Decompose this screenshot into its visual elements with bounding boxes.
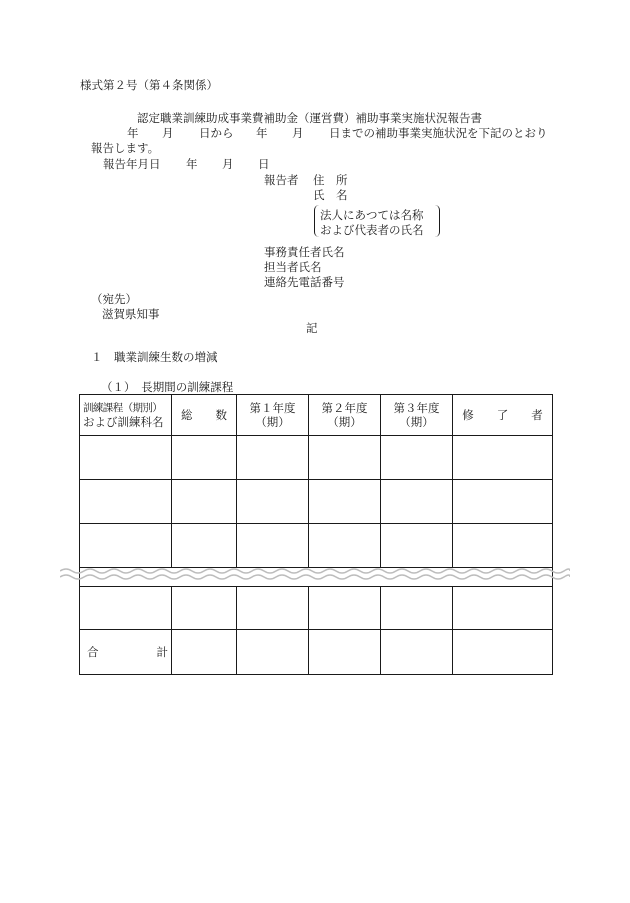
form-number: 様式第２号（第４条関係）: [80, 78, 218, 92]
table-cell: [80, 587, 172, 630]
table-cell: [453, 524, 553, 568]
report-date-month: 月: [222, 157, 234, 171]
name-label: 氏 名: [313, 188, 348, 202]
table-cell: [309, 436, 381, 480]
phone-label: 連絡先電話番号: [264, 275, 345, 289]
corp-note-line1: 法人にあつては名称: [320, 208, 424, 222]
office-manager-label: 事務責任者氏名: [264, 245, 345, 259]
document-title: 認定職業訓練助成事業費補助金（運営費）補助事業実施状況報告書: [137, 111, 482, 125]
header-course-line2: および訓練科名: [83, 415, 164, 429]
table-cell: [172, 630, 237, 675]
table-cell: [172, 587, 237, 630]
report-date-year: 年: [186, 157, 198, 171]
person-in-charge-label: 担当者氏名: [264, 260, 322, 274]
header-year3-line1: 第３年度: [393, 401, 440, 415]
addressee-name: 滋賀県知事: [102, 307, 160, 321]
table-break-wave: [60, 562, 570, 582]
table-cell: [237, 524, 309, 568]
report-line-2: 報告します。: [91, 141, 160, 155]
table-row: [80, 436, 553, 480]
table-cell: [309, 480, 381, 524]
table-cell: [381, 587, 453, 630]
table-cell: [381, 630, 453, 675]
section-subheading: （１） 長期間の訓練課程: [101, 380, 234, 394]
table-cell: [309, 524, 381, 568]
table-cell: [172, 480, 237, 524]
total-label-cell: [80, 630, 172, 675]
period-month-1: 月: [162, 126, 174, 140]
header-year1-line2: （期）: [255, 415, 290, 429]
table-header-row: [80, 395, 553, 436]
table-cell: [80, 480, 172, 524]
table-cell: [309, 587, 381, 630]
period-year-1: 年: [127, 126, 139, 140]
report-date-day: 日: [258, 157, 270, 171]
table-row: [80, 587, 553, 630]
header-total: 総 数: [172, 395, 237, 436]
header-course-line1: 訓練課程（期別）: [83, 402, 163, 414]
header-year3: [381, 395, 453, 436]
header-year2: [309, 395, 381, 436]
reporter-label: 報告者: [264, 173, 299, 187]
header-year2-line1: 第２年度: [321, 401, 368, 415]
table-cell: [172, 436, 237, 480]
header-year3-line2: （期）: [399, 415, 434, 429]
section-heading: １ 職業訓練生数の増減: [91, 350, 218, 364]
table-cell: [237, 630, 309, 675]
table-row: [80, 524, 553, 568]
table-cell: [80, 524, 172, 568]
corp-note-line2: および代表者の氏名: [320, 223, 424, 237]
table-cell: [381, 524, 453, 568]
addressee-label: （宛先）: [91, 292, 137, 306]
report-date-label: 報告年月日: [103, 157, 161, 171]
period-day-from: 日から: [199, 126, 234, 140]
table-cell: [237, 480, 309, 524]
header-year2-line2: （期）: [327, 415, 362, 429]
period-year-2: 年: [256, 126, 268, 140]
table-cell: [453, 436, 553, 480]
header-course: [80, 395, 172, 436]
table-cell: [453, 480, 553, 524]
training-table: [79, 394, 553, 675]
period-month-2: 月: [292, 126, 304, 140]
table-total-row: [80, 630, 553, 675]
ki-label: 記: [306, 321, 318, 335]
table-cell: [453, 587, 553, 630]
table-cell: [381, 436, 453, 480]
header-year1: [237, 395, 309, 436]
table-cell: [237, 587, 309, 630]
total-label-right: 計: [156, 645, 168, 659]
table-cell: [453, 630, 553, 675]
table-cell: [309, 630, 381, 675]
table-cell: [80, 436, 172, 480]
period-day-to: 日までの補助事業実施状況を下記のとおり: [329, 126, 548, 140]
total-label-left: 合: [87, 645, 99, 659]
table-cell: [172, 524, 237, 568]
table-cell: [381, 480, 453, 524]
address-label: 住 所: [313, 173, 348, 187]
header-completed: 修 了 者: [453, 395, 553, 436]
table-row: [80, 480, 553, 524]
table-cell: [237, 436, 309, 480]
header-year1-line1: 第１年度: [249, 401, 296, 415]
